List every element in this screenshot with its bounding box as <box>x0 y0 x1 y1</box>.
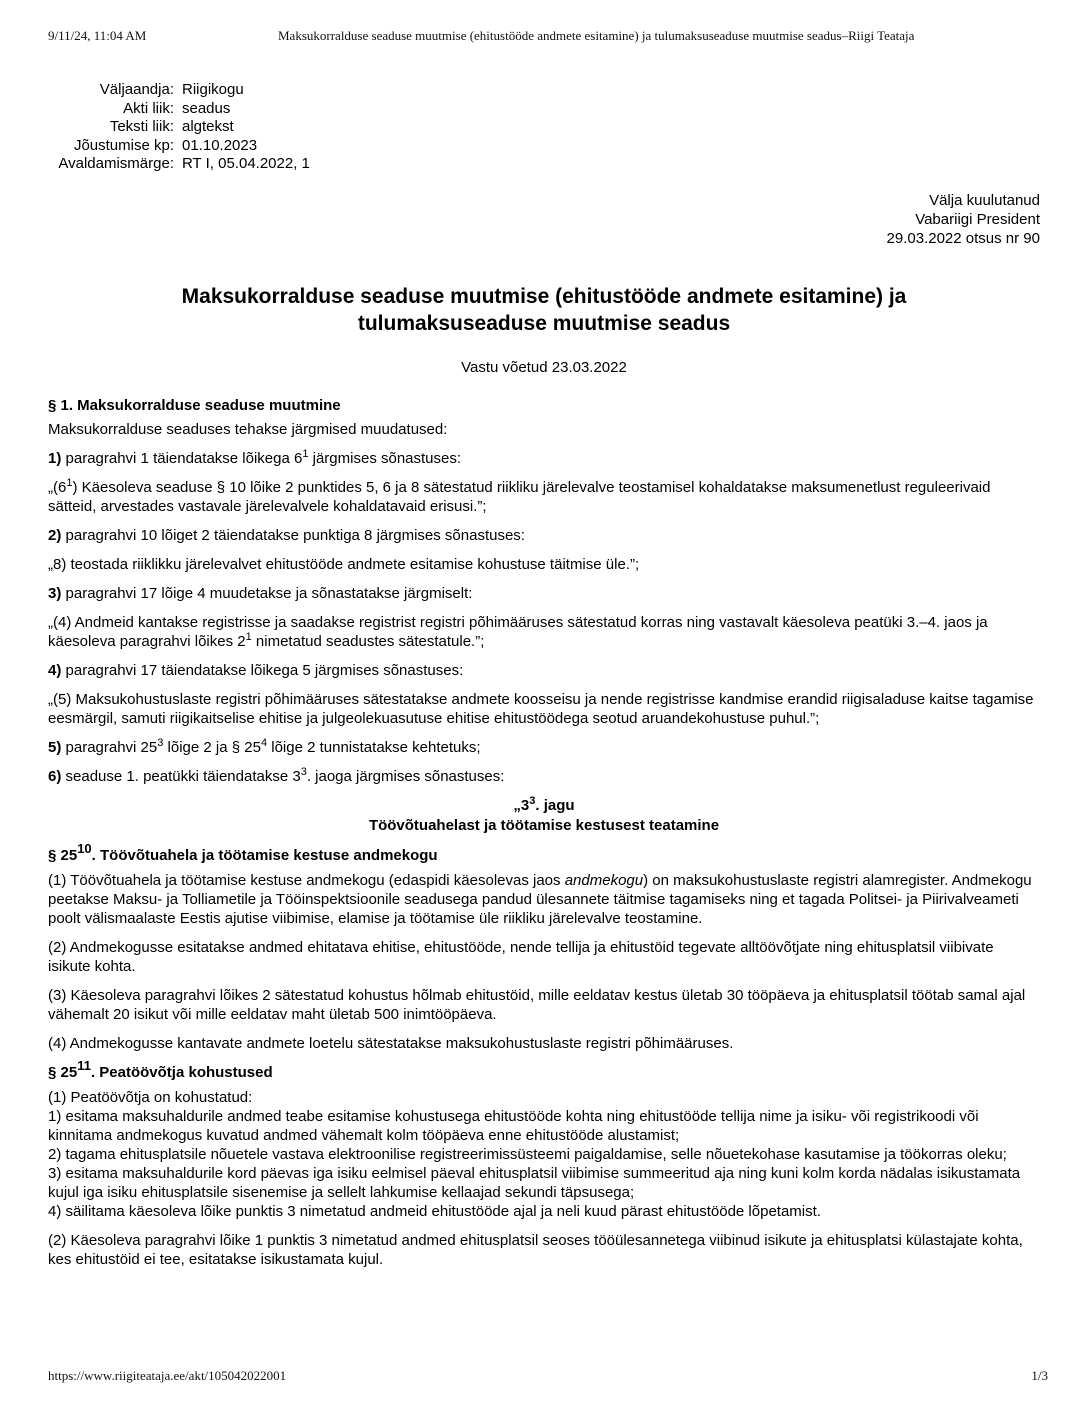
meta-row-publication <box>48 155 310 174</box>
amendment-point <box>48 584 1040 603</box>
superscript: 3 <box>157 737 164 749</box>
subsection: (3) Käesoleva paragrahvi lõikes 2 sätestatud kohustus hõlmab ehitustöid, mille eeldatav kestus ületab 30 tööpäeva ja ehitusplatsil töötab samal ajal vähemalt 20 isikut või mille eeldatav maht ületab 500 inimtööpäeva. <box>48 987 1026 1023</box>
division-text: „3 <box>513 797 530 814</box>
division-title: Töövõtuahelast ja töötamise kestusest teatamine <box>368 817 720 834</box>
meta-row-publisher <box>48 81 310 100</box>
meta-value: seadus <box>182 99 231 117</box>
superscript: 4 <box>260 737 268 749</box>
meta-row-entry-into-force <box>48 137 310 156</box>
meta-label: Akti liik: <box>123 99 174 117</box>
section-heading: § 1. Maksukorralduse seaduse muutmine <box>48 397 341 414</box>
meta-label: Jõustumise kp: <box>73 136 174 154</box>
amendment-point <box>48 661 1040 680</box>
quote-text: ) Käesoleva seaduse § 10 lõike 2 punktides 5, 6 ja 8 sätestatud riikliku järelevalve teostamisel kohaldatakse maksumenetlust reguleerivaid sätteid, arvestades vastavale järelevalvele kohaldatavaid erisusi.”; <box>48 479 991 515</box>
superscript: 11 <box>77 1058 91 1073</box>
amendment-quote <box>48 478 1040 516</box>
heading-text: § 25 <box>48 1064 78 1081</box>
meta-value: 01.10.2023 <box>182 136 258 154</box>
superscript: 3 <box>529 795 536 807</box>
point-text: lõige 2 ja § 25 <box>163 739 261 756</box>
superscript: 1 <box>66 477 73 489</box>
amendment-quote <box>48 613 1040 651</box>
heading-text: . Peatöövõtja kohustused <box>90 1064 273 1081</box>
amendment-point <box>48 526 1040 545</box>
heading-text: § 25 <box>48 847 78 864</box>
point-text: paragrahvi 1 täiendatakse lõikega 6 <box>61 450 303 467</box>
point-number: 3) <box>48 585 62 602</box>
subsection <box>48 871 1040 928</box>
subsection: (2) Andmekogusse esitatakse andmed ehitatava ehitise, ehitustööde, nende tellija ja ehitustöid tegevate alltöövõtjate ning ehitusplatsil viibivate isikute kohta. <box>48 939 994 975</box>
section-heading <box>48 841 1040 865</box>
section-heading <box>48 1058 1040 1082</box>
amendment-quote: „(5) Maksukohustuslaste registri põhimääruses sätestatakse andmete koosseisu ja nende registrisse kandmise erandid riigisaladuse kaitse tagamise eesmärgil, samuti riigikaitselise ehitise ja julgeolekuasutuse ehitise ehitustöödega seotud aruandekohustuse puhul.”; <box>48 691 1034 727</box>
emphasis: andmekogu <box>564 872 644 889</box>
quote-text: „(4) Andmeid kantakse registrisse ja saadakse registrist registri põhimääruses sätestatud korras ning vastavalt käesoleva peatüki 3.–4. jaos ja käesoleva paragrahvi lõikes 2 <box>48 614 988 650</box>
adoption-date: Vastu võetud 23.03.2022 <box>461 359 627 376</box>
point-text: järgmises sõnastuses: <box>308 450 462 467</box>
point-number: 5) <box>48 739 62 756</box>
point-number: 6) <box>48 768 62 785</box>
superscript: 10 <box>77 841 92 856</box>
point-number: 4) <box>48 662 62 679</box>
meta-label: Avaldamismärge: <box>58 155 174 172</box>
subsection: (4) Andmekogusse kantavate andmete loetelu sätestatakse maksukohustuslaste registri põhimääruses. <box>48 1035 734 1052</box>
point-text: paragrahvi 10 lõiget 2 täiendatakse punktiga 8 järgmises sõnastuses: <box>61 527 525 544</box>
page-number: 1/3 <box>1031 1368 1048 1383</box>
law-title-line2: tulumaksuseaduse muutmise seadus <box>357 312 731 335</box>
law-title-line1: Maksukorralduse seaduse muutmise (ehitustööde andmete esitamine) ja <box>181 285 907 308</box>
proclamation-block <box>887 191 1040 248</box>
law-title <box>48 283 1040 337</box>
subsection-text: ) on maksukohustuslaste registri alamregister. Andmekogu peetakse Maksu- ja Tolliametile ja Tööinspektsioonile seadusega pandud ülesannete täitmise tagamiseks ning et tagada Politsei- ja Piirivalveameti poolt välismaalaste Eestis ajutise viibimise, elamise ja töötamise üle riikliku järelevalve teostamine. <box>48 872 1032 927</box>
proclamation-decision: 29.03.2022 otsus nr 90 <box>886 230 1040 247</box>
amendment-point <box>48 449 1040 468</box>
amendment-point <box>48 738 1040 757</box>
meta-row-act-type <box>48 100 310 119</box>
point-text: paragrahvi 17 lõige 4 muudetakse ja sõnastatakse järgmiselt: <box>61 585 473 602</box>
heading-text: . Töövõtuahela ja töötamise kestuse andmekogu <box>91 847 438 864</box>
division-text: . jagu <box>535 797 575 814</box>
meta-value: Riigikogu <box>182 81 244 98</box>
subsection-intro: (1) Peatöövõtja on kohustatud: <box>48 1089 253 1106</box>
proclamation-line: Vabariigi President <box>915 211 1040 228</box>
quote-text: „(6 <box>48 479 67 496</box>
list-item: 3) esitama maksuhaldurile kord päevas iga isiku eelmisel päeval ehitusplatsil viibimise summeeritud aja ning kuni kolm korda nädalas isikustamata kujul iga isiku ehitusplatsile sisenemise ja sellelt lahkumise kellaajad sekundi täpsusega; <box>48 1165 1021 1201</box>
amendment-quote: „8) teostada riiklikku järelevalvet ehitustööde andmete esitamise kohustuse täitmise üle.”; <box>48 556 640 573</box>
list-item: 2) tagama ehitusplatsile nõuetele vastava elektroonilise registreerimissüsteemi paigaldamise, selle nõuetekohase kasutamise ja töökorras oleku; <box>48 1146 1007 1163</box>
meta-value: RT I, 05.04.2022, 1 <box>182 155 310 172</box>
source-url-link[interactable]: https://www.riigiteataja.ee/akt/105042022001 <box>48 1368 287 1383</box>
act-body <box>48 396 1040 1279</box>
section-intro: Maksukorralduse seaduses tehakse järgmised muudatused: <box>48 421 448 438</box>
point-text: paragrahvi 17 täiendatakse lõikega 5 järgmises sõnastuses: <box>61 662 464 679</box>
meta-label: Teksti liik: <box>109 118 174 135</box>
meta-label: Väljaandja: <box>99 81 174 98</box>
point-text: . jaoga järgmises sõnastuses: <box>306 768 505 785</box>
print-datetime: 9/11/24, 11:04 AM <box>48 28 147 43</box>
act-metadata <box>48 81 310 174</box>
point-text: seaduse 1. peatükki täiendatakse 3 <box>61 768 301 785</box>
subsection: (2) Käesoleva paragrahvi lõike 1 punktis 3 nimetatud andmed ehitusplatsil seoses tööülesannetega viibinud isikute ja ehitusplatsi külastajate kohta, kes ehitustöid ei tee, esitatakse isikustamata kujul. <box>48 1232 1023 1268</box>
print-page-title: Maksukorralduse seaduse muutmise (ehitustööde andmete esitamine) ja tulumaksuseaduse muutmise seadus–Riigi Teataja <box>278 28 915 43</box>
amendment-point <box>48 767 1040 786</box>
superscript: 1 <box>245 631 252 643</box>
point-number: 1) <box>48 450 62 467</box>
list-item: 1) esitama maksuhaldurile andmed teabe esitamise kohustusega ehitustööde kohta ning ehitustööde tellija nime ja isiku- või registrikoodi või kinnitama andmekogus kuvatud andmed vähemalt kolm tööpäeva enne ehitustööde alustamist; <box>48 1108 979 1144</box>
proclamation-line: Välja kuulutanud <box>929 192 1040 209</box>
meta-row-text-type <box>48 118 310 137</box>
division-heading <box>48 796 1040 836</box>
superscript: 1 <box>302 448 309 460</box>
list-item: 4) säilitama käesoleva lõike punktis 3 nimetatud andmeid ehitustööde ajal ja neli kuud pärast ehitustööde lõpetamist. <box>48 1203 821 1220</box>
point-number: 2) <box>48 527 62 544</box>
point-text: lõige 2 tunnistatakse kehtetuks; <box>267 739 481 756</box>
meta-value: algtekst <box>182 118 234 135</box>
quote-text: nimetatud seadustes sätestatule.”; <box>251 633 485 650</box>
subsection-text: (1) Töövõtuahela ja töötamise kestuse andmekogu (edaspidi käesolevas jaos <box>48 872 565 889</box>
point-text: paragrahvi 25 <box>61 739 158 756</box>
superscript: 3 <box>300 766 307 778</box>
division-number <box>48 796 1040 816</box>
